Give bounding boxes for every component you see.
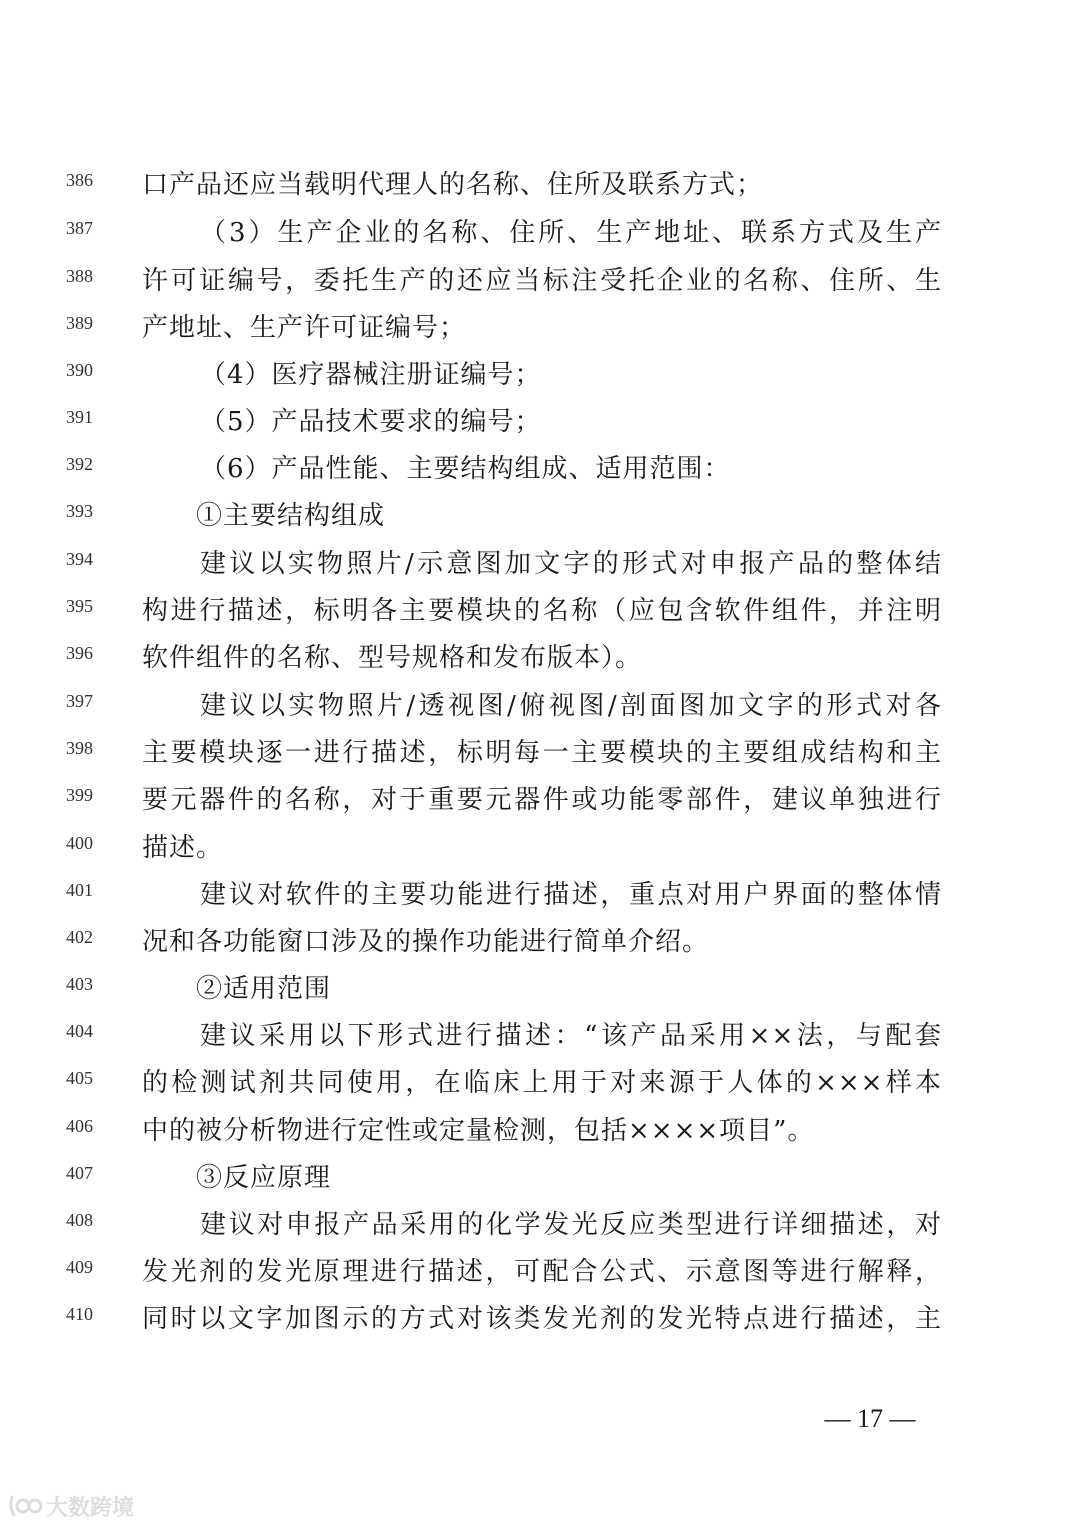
watermark-text: 大数跨境 xyxy=(46,1495,135,1521)
text-line xyxy=(0,777,1080,824)
line-text: 许可证编号，委托生产的还应当标注受托企业的名称、住所、生 xyxy=(142,266,942,296)
line-text: （5）产品技术要求的编号； xyxy=(200,407,542,437)
line-number: 390 xyxy=(66,360,93,380)
text-line xyxy=(0,305,1080,352)
line-text: 建议以实物照片/示意图加文字的形式对申报产品的整体结 xyxy=(200,549,942,579)
line-number: 404 xyxy=(66,1021,93,1041)
line-text: 描述。 xyxy=(142,833,224,863)
text-line xyxy=(0,1249,1080,1296)
line-number: 392 xyxy=(66,454,93,474)
line-number: 401 xyxy=(66,880,93,900)
text-line xyxy=(0,825,1080,872)
line-number: 387 xyxy=(66,218,93,238)
line-text: 况和各功能窗口涉及的操作功能进行简单介绍。 xyxy=(142,927,710,957)
line-text: 产地址、生产许可证编号； xyxy=(142,313,467,343)
line-number: 407 xyxy=(66,1163,93,1183)
line-text: 口产品还应当载明代理人的名称、住所及联系方式； xyxy=(142,170,764,200)
line-text: （4）医疗器械注册证编号； xyxy=(200,360,542,390)
line-text: 要元器件的名称，对于重要元器件或功能零部件，建议单独进行 xyxy=(142,785,942,815)
text-line xyxy=(0,1155,1080,1202)
line-text: （6）产品性能、主要结构组成、适用范围： xyxy=(200,454,731,484)
section-heading: ①主要结构组成 xyxy=(196,501,386,531)
text-line xyxy=(0,872,1080,919)
line-text: 建议采用以下形式进行描述：“该产品采用××法，与配套 xyxy=(200,1021,942,1051)
text-line xyxy=(0,1202,1080,1249)
line-text: （3）生产企业的名称、住所、生产地址、联系方式及生产 xyxy=(200,218,942,248)
line-text: 发光剂的发光原理进行描述，可配合公式、示意图等进行解释， xyxy=(142,1257,942,1287)
text-line xyxy=(0,1060,1080,1107)
line-text: 同时以文字加图示的方式对该类发光剂的发光特点进行描述，主 xyxy=(142,1304,942,1334)
line-text: 软件组件的名称、型号规格和发布版本）。 xyxy=(142,643,643,673)
line-number: 388 xyxy=(66,266,93,286)
text-line xyxy=(0,730,1080,777)
line-number: 400 xyxy=(66,833,93,853)
text-line xyxy=(0,541,1080,588)
line-text: 建议以实物照片/透视图/俯视图/剖面图加文字的形式对各 xyxy=(200,691,942,721)
text-line xyxy=(0,635,1080,682)
line-number: 396 xyxy=(66,643,93,663)
line-number: 409 xyxy=(66,1257,93,1277)
text-line xyxy=(0,588,1080,635)
page-number: — 17 — xyxy=(824,1404,916,1433)
line-text: 的检测试剂共同使用，在临床上用于对来源于人体的×××样本 xyxy=(142,1068,942,1098)
line-number: 389 xyxy=(66,313,93,333)
line-text: 构进行描述，标明各主要模块的名称（应包含软件组件，并注明 xyxy=(142,596,942,626)
text-line xyxy=(0,1013,1080,1060)
line-number: 405 xyxy=(66,1068,93,1088)
text-line xyxy=(0,399,1080,446)
line-number: 394 xyxy=(66,549,93,569)
text-line xyxy=(0,162,1080,209)
text-line xyxy=(0,966,1080,1013)
line-number: 391 xyxy=(66,407,93,427)
line-number: 397 xyxy=(66,691,93,711)
text-line xyxy=(0,1296,1080,1343)
line-number: 410 xyxy=(66,1304,93,1324)
text-line xyxy=(0,352,1080,399)
line-number: 403 xyxy=(66,974,93,994)
line-text: 建议对软件的主要功能进行描述，重点对用户界面的整体情 xyxy=(200,880,942,910)
line-text: 中的被分析物进行定性或定量检测，包括××××项目”。 xyxy=(142,1116,815,1146)
line-number: 393 xyxy=(66,501,93,521)
text-line xyxy=(0,1108,1080,1155)
section-heading: ③反应原理 xyxy=(196,1163,332,1193)
line-number: 402 xyxy=(66,927,93,947)
line-text: 建议对申报产品采用的化学发光反应类型进行详细描述，对 xyxy=(200,1210,942,1240)
line-number: 408 xyxy=(66,1210,93,1230)
line-text: 主要模块逐一进行描述，标明每一主要模块的主要组成结构和主 xyxy=(142,738,942,768)
line-number: 386 xyxy=(66,170,93,190)
watermark-logo-icon xyxy=(8,1493,42,1519)
text-line xyxy=(0,683,1080,730)
line-number: 406 xyxy=(66,1116,93,1136)
section-heading: ②适用范围 xyxy=(196,974,332,1004)
text-line xyxy=(0,258,1080,305)
text-line xyxy=(0,919,1080,966)
line-number: 399 xyxy=(66,785,93,805)
line-number: 395 xyxy=(66,596,93,616)
text-line xyxy=(0,493,1080,540)
watermark xyxy=(8,1490,134,1522)
line-number: 398 xyxy=(66,738,93,758)
text-line xyxy=(0,210,1080,257)
text-line xyxy=(0,446,1080,493)
